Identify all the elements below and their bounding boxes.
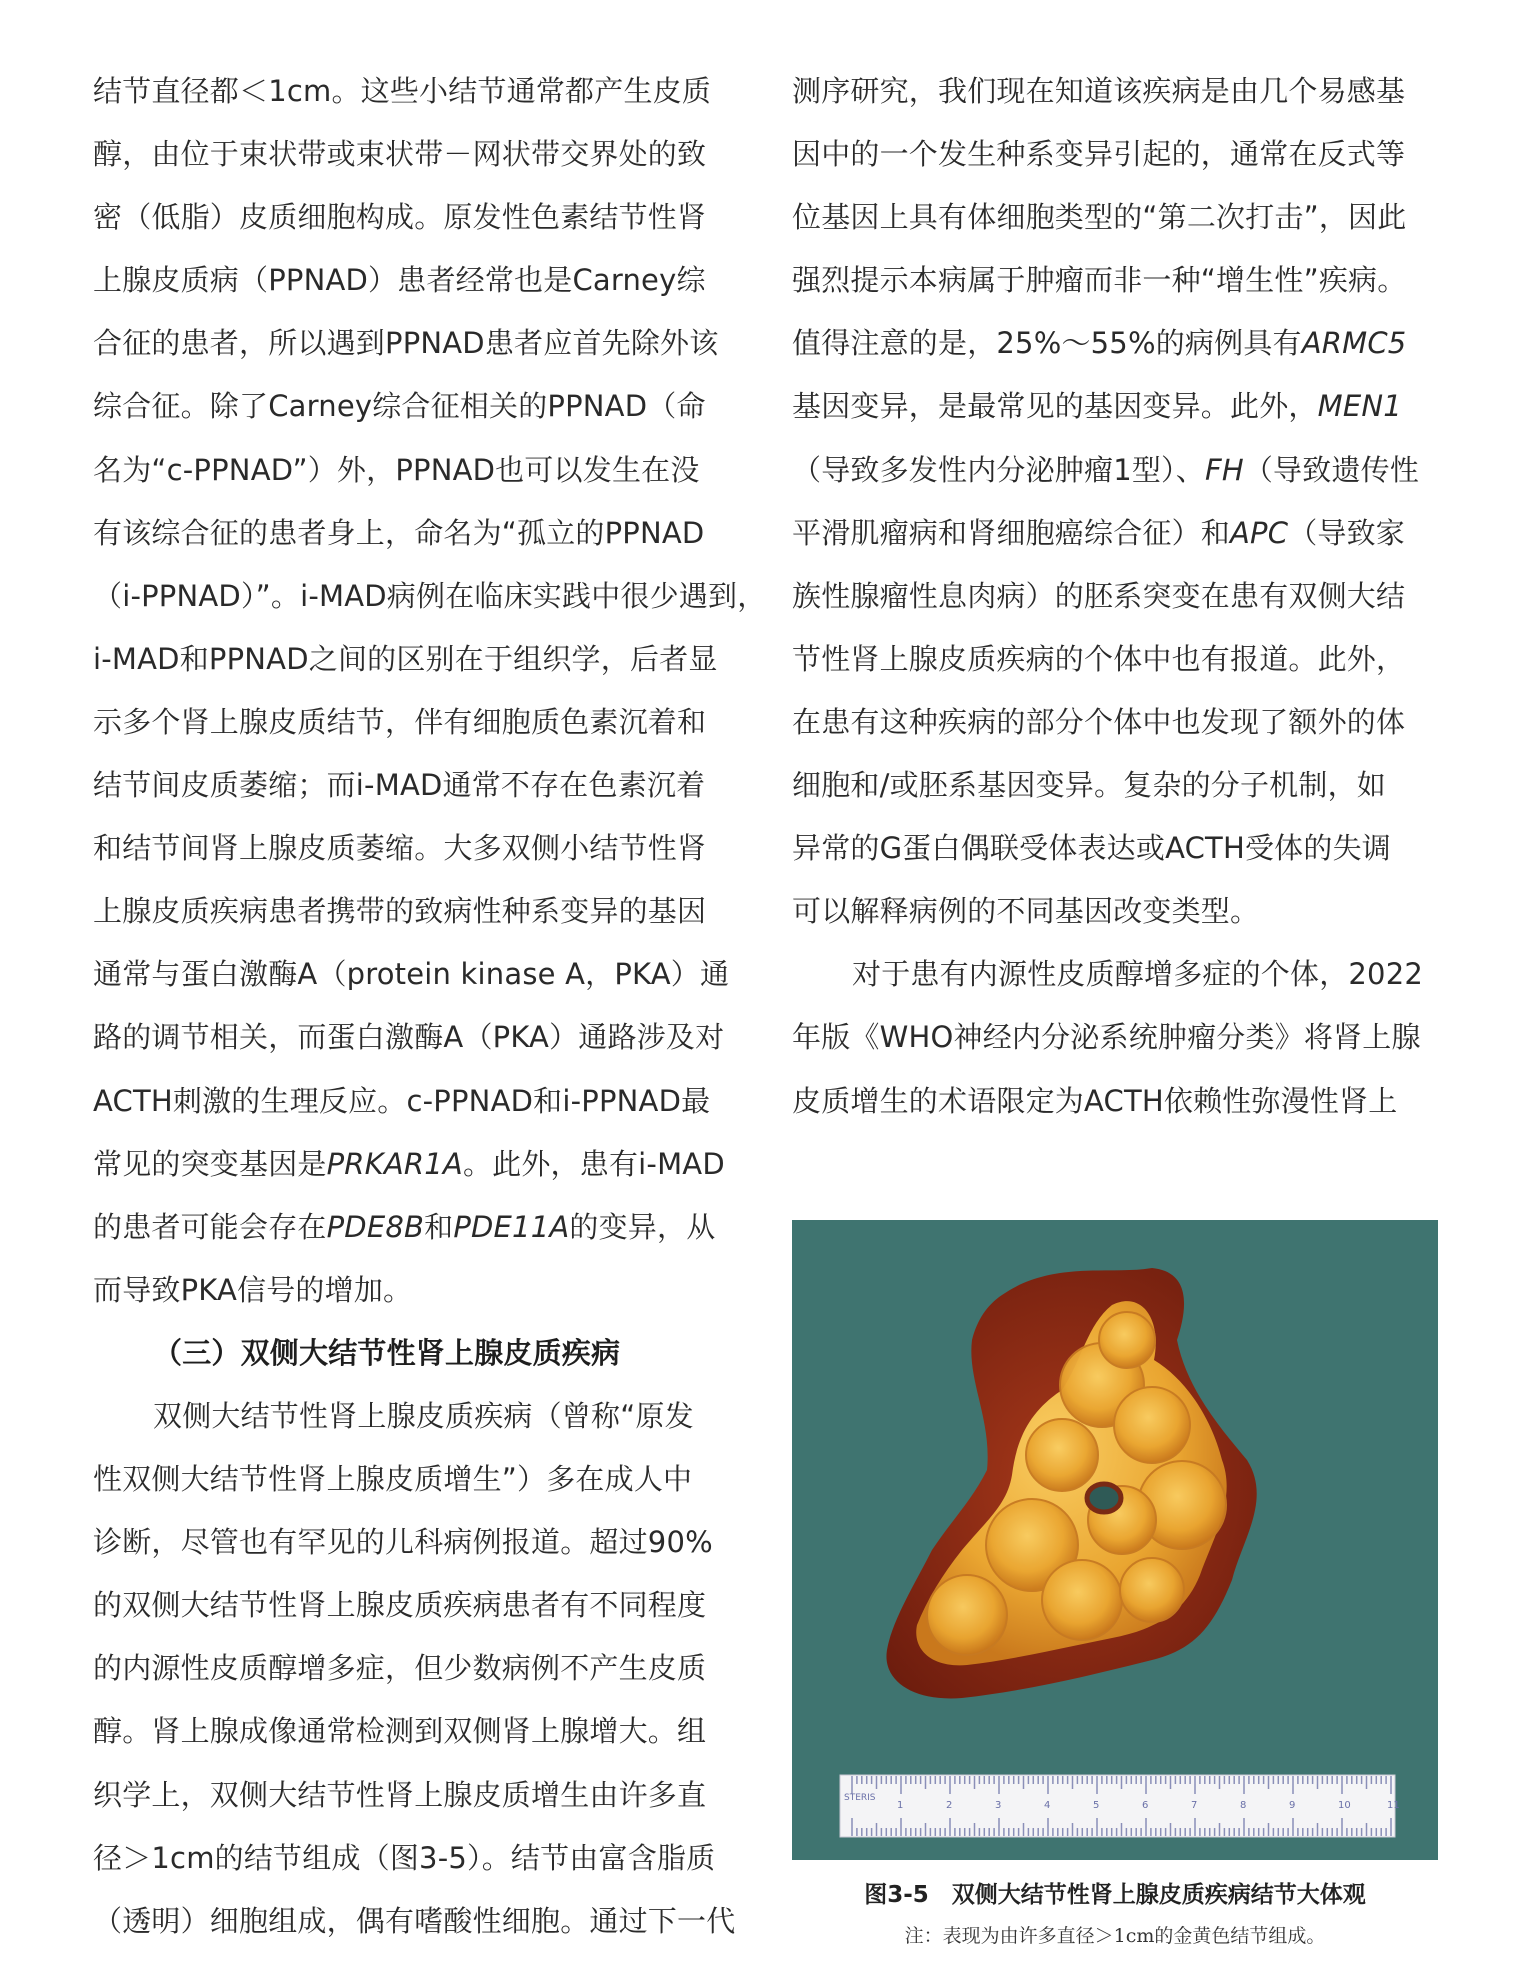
text-segment: ACTH刺激的生理反应。c-PPNAD和i-PPNAD最 [93,1083,711,1118]
text-line [792,312,1438,375]
text-line [792,60,1438,123]
text-line [93,628,733,691]
text-line [93,1133,733,1196]
text-line [93,943,733,1006]
text-line [792,1070,1438,1133]
text-segment: （i-PPNAD）”。i-MAD病例在临床实践中很少遇到， [93,578,767,613]
ruler-number: 5 [1093,1800,1100,1811]
text-line [93,1700,733,1763]
ruler-brand-label: STERIS [844,1793,876,1803]
text-line [792,439,1438,502]
text-segment: 族性腺瘤性息肉病）的胚系突变在患有双侧大结 [792,578,1406,613]
text-segment: 年版《WHO神经内分泌系统肿瘤分类》将肾上腺 [792,1020,1421,1055]
text-segment: 有该综合征的患者身上，命名为“孤立的PPNAD [93,515,705,550]
text-segment: 基因变异，是最常见的基因变异。此外， [792,389,1318,424]
text-line [792,943,1438,1006]
text-segment: 上腺皮质疾病患者携带的致病性种系变异的基因 [93,894,707,929]
text-segment: 对于患有内源性皮质醇增多症的个体，2022 [852,957,1424,992]
gene-name: APC [1230,515,1289,550]
text-segment: 上腺皮质病（PPNAD）患者经常也是Carney综 [93,263,706,298]
text-segment: 名为“c-PPNAD”）外，PPNAD也可以发生在没 [93,452,700,487]
section-heading [93,1322,733,1385]
text-segment: 的内源性皮质醇增多症，但少数病例不产生皮质 [93,1651,707,1686]
text-line [792,628,1438,691]
text-segment: （导致遗传性 [1243,452,1420,487]
text-segment: 位基因上具有体细胞类型的“第二次打击”，因此 [792,200,1407,235]
text-segment: 可以解释病例的不同基因改变类型。 [792,894,1260,929]
ruler-number: 9 [1289,1800,1296,1811]
text-segment: 径＞1cm的结节组成（图3-5）。结节由富含脂质 [93,1840,716,1875]
text-line [792,123,1438,186]
figure-note: 注：表现为由许多直径＞1cm的金黄色结节组成。 [904,1925,1326,1947]
text-segment: 路的调节相关，而蛋白激酶A（PKA）通路涉及对 [93,1020,725,1055]
text-segment: 织学上，双侧大结节性肾上腺皮质增生由许多直 [93,1777,707,1812]
gene-name: PDE11A [453,1209,570,1244]
text-line [93,502,733,565]
text-line [93,1196,733,1259]
ruler-number: 7 [1191,1800,1198,1811]
text-segment: 而导致PKA信号的增加。 [93,1272,413,1307]
gene-name: MEN1 [1317,389,1402,424]
text-segment: 的患者可能会存在 [93,1209,327,1244]
text-line [93,691,733,754]
text-segment: 因中的一个发生种系变异引起的，通常在反式等 [792,137,1406,172]
text-line [792,754,1438,817]
ruler-number: 4 [1044,1800,1051,1811]
text-segment: 测序研究，我们现在知道该疾病是由几个易感基 [792,74,1406,108]
ruler-number: 2 [946,1800,953,1811]
figure-caption: 图3-5 双侧大结节性肾上腺皮质疾病结节大体观 [864,1882,1366,1908]
right-text-column [792,60,1438,1133]
text-line [792,691,1438,754]
text-segment: 节性肾上腺皮质疾病的个体中也有报道。此外， [792,641,1406,676]
gene-name: FH [1204,452,1244,487]
text-line [792,1006,1438,1069]
text-line [93,1890,736,1953]
text-line [792,249,1438,312]
text-segment: 值得注意的是，25%～55%的病例具有 [792,326,1302,361]
text-segment: 结节直径都＜1cm。这些小结节通常都产生皮质 [93,74,712,108]
text-segment: 示多个肾上腺皮质结节，伴有细胞质色素沉着和 [93,704,707,739]
text-segment: 的变异，从 [569,1209,716,1244]
ruler-number: 1 [897,1800,904,1811]
text-line [93,1448,733,1511]
text-line [93,1637,733,1700]
text-segment: 细胞和/或胚系基因变异。复杂的分子机制，如 [792,768,1386,803]
ruler-number: 3 [995,1800,1002,1811]
text-segment: 性双侧大结节性肾上腺皮质增生”）多在成人中 [93,1462,693,1497]
text-line [93,60,733,123]
text-line [93,249,733,312]
text-segment: 醇。肾上腺成像通常检测到双侧肾上腺增大。组 [93,1714,707,1749]
text-segment: 异常的G蛋白偶联受体表达或ACTH受体的失调 [792,831,1391,866]
text-line [93,1827,733,1890]
text-segment: 和 [424,1209,454,1244]
text-line [93,880,733,943]
adrenal-specimen-illustration [792,1220,1438,1860]
ruler-number: 8 [1240,1800,1247,1811]
text-line [93,1764,733,1827]
measuring-ruler [840,1775,1400,1837]
text-line [93,1070,733,1133]
text-line [93,817,733,880]
text-segment: （透明）细胞组成，偶有嗜酸性细胞。通过下一代 [93,1903,736,1938]
text-line [93,312,733,375]
text-line [93,1511,733,1574]
text-line [792,817,1438,880]
gene-name: PDE8B [326,1209,425,1244]
text-segment: 平滑肌瘤病和肾细胞癌综合征）和 [792,515,1231,550]
text-segment: 合征的患者，所以遇到PPNAD患者应首先除外该 [93,326,719,361]
text-line [792,502,1438,565]
text-segment: （导致家 [1288,515,1406,550]
text-segment: 诊断，尽管也有罕见的儿科病例报道。超过90% [93,1525,713,1560]
vessel-lumen [1087,1484,1121,1512]
text-segment: 双侧大结节性肾上腺皮质疾病（曾称“原发 [153,1398,694,1433]
gene-name: PRKAR1A [326,1146,463,1181]
ruler-number: 6 [1142,1800,1149,1811]
text-segment: 的双侧大结节性肾上腺皮质疾病患者有不同程度 [93,1588,707,1623]
text-line [93,1006,733,1069]
text-line [93,123,733,186]
text-segment: 和结节间肾上腺皮质萎缩。大多双侧小结节性肾 [93,831,707,866]
text-line [93,186,733,249]
text-line [792,375,1438,438]
text-line [93,1385,733,1448]
text-segment: （三）双侧大结节性肾上腺皮质疾病 [153,1335,621,1370]
gene-name: ARMC5 [1301,326,1407,361]
ruler-number: 10 [1338,1800,1351,1811]
text-line [93,1574,733,1637]
text-line [93,754,733,817]
text-line [93,1259,733,1322]
text-segment: 强烈提示本病属于肿瘤而非一种“增生性”疾病。 [792,263,1407,298]
text-segment: 结节间皮质萎缩；而i-MAD通常不存在色素沉着 [93,768,706,803]
text-segment: 皮质增生的术语限定为ACTH依赖性弥漫性肾上 [792,1083,1398,1118]
text-segment: 在患有这种疾病的部分个体中也发现了额外的体 [792,704,1406,739]
text-line [792,186,1438,249]
left-text-column [93,60,767,1953]
specimen-photo [792,1220,1438,1860]
text-line [93,565,767,628]
text-segment: 。此外，患有i-MAD [462,1146,725,1181]
text-line [792,565,1438,628]
text-segment: （导致多发性内分泌肿瘤1型）、 [792,452,1205,487]
ruler-number: 11 [1387,1800,1400,1811]
text-segment: 综合征。除了Carney综合征相关的PPNAD（命 [93,389,706,424]
text-segment: 通常与蛋白激酶A（protein kinase A，PKA）通 [93,957,730,992]
text-segment: 密（低脂）皮质细胞构成。原发性色素结节性肾 [93,200,707,235]
text-line [792,880,1438,943]
text-segment: 常见的突变基因是 [93,1146,327,1181]
text-segment: 醇，由位于束状带或束状带－网状带交界处的致 [93,137,707,172]
text-segment: i-MAD和PPNAD之间的区别在于组织学，后者显 [93,641,718,676]
text-line [93,375,733,438]
text-line [93,439,733,502]
